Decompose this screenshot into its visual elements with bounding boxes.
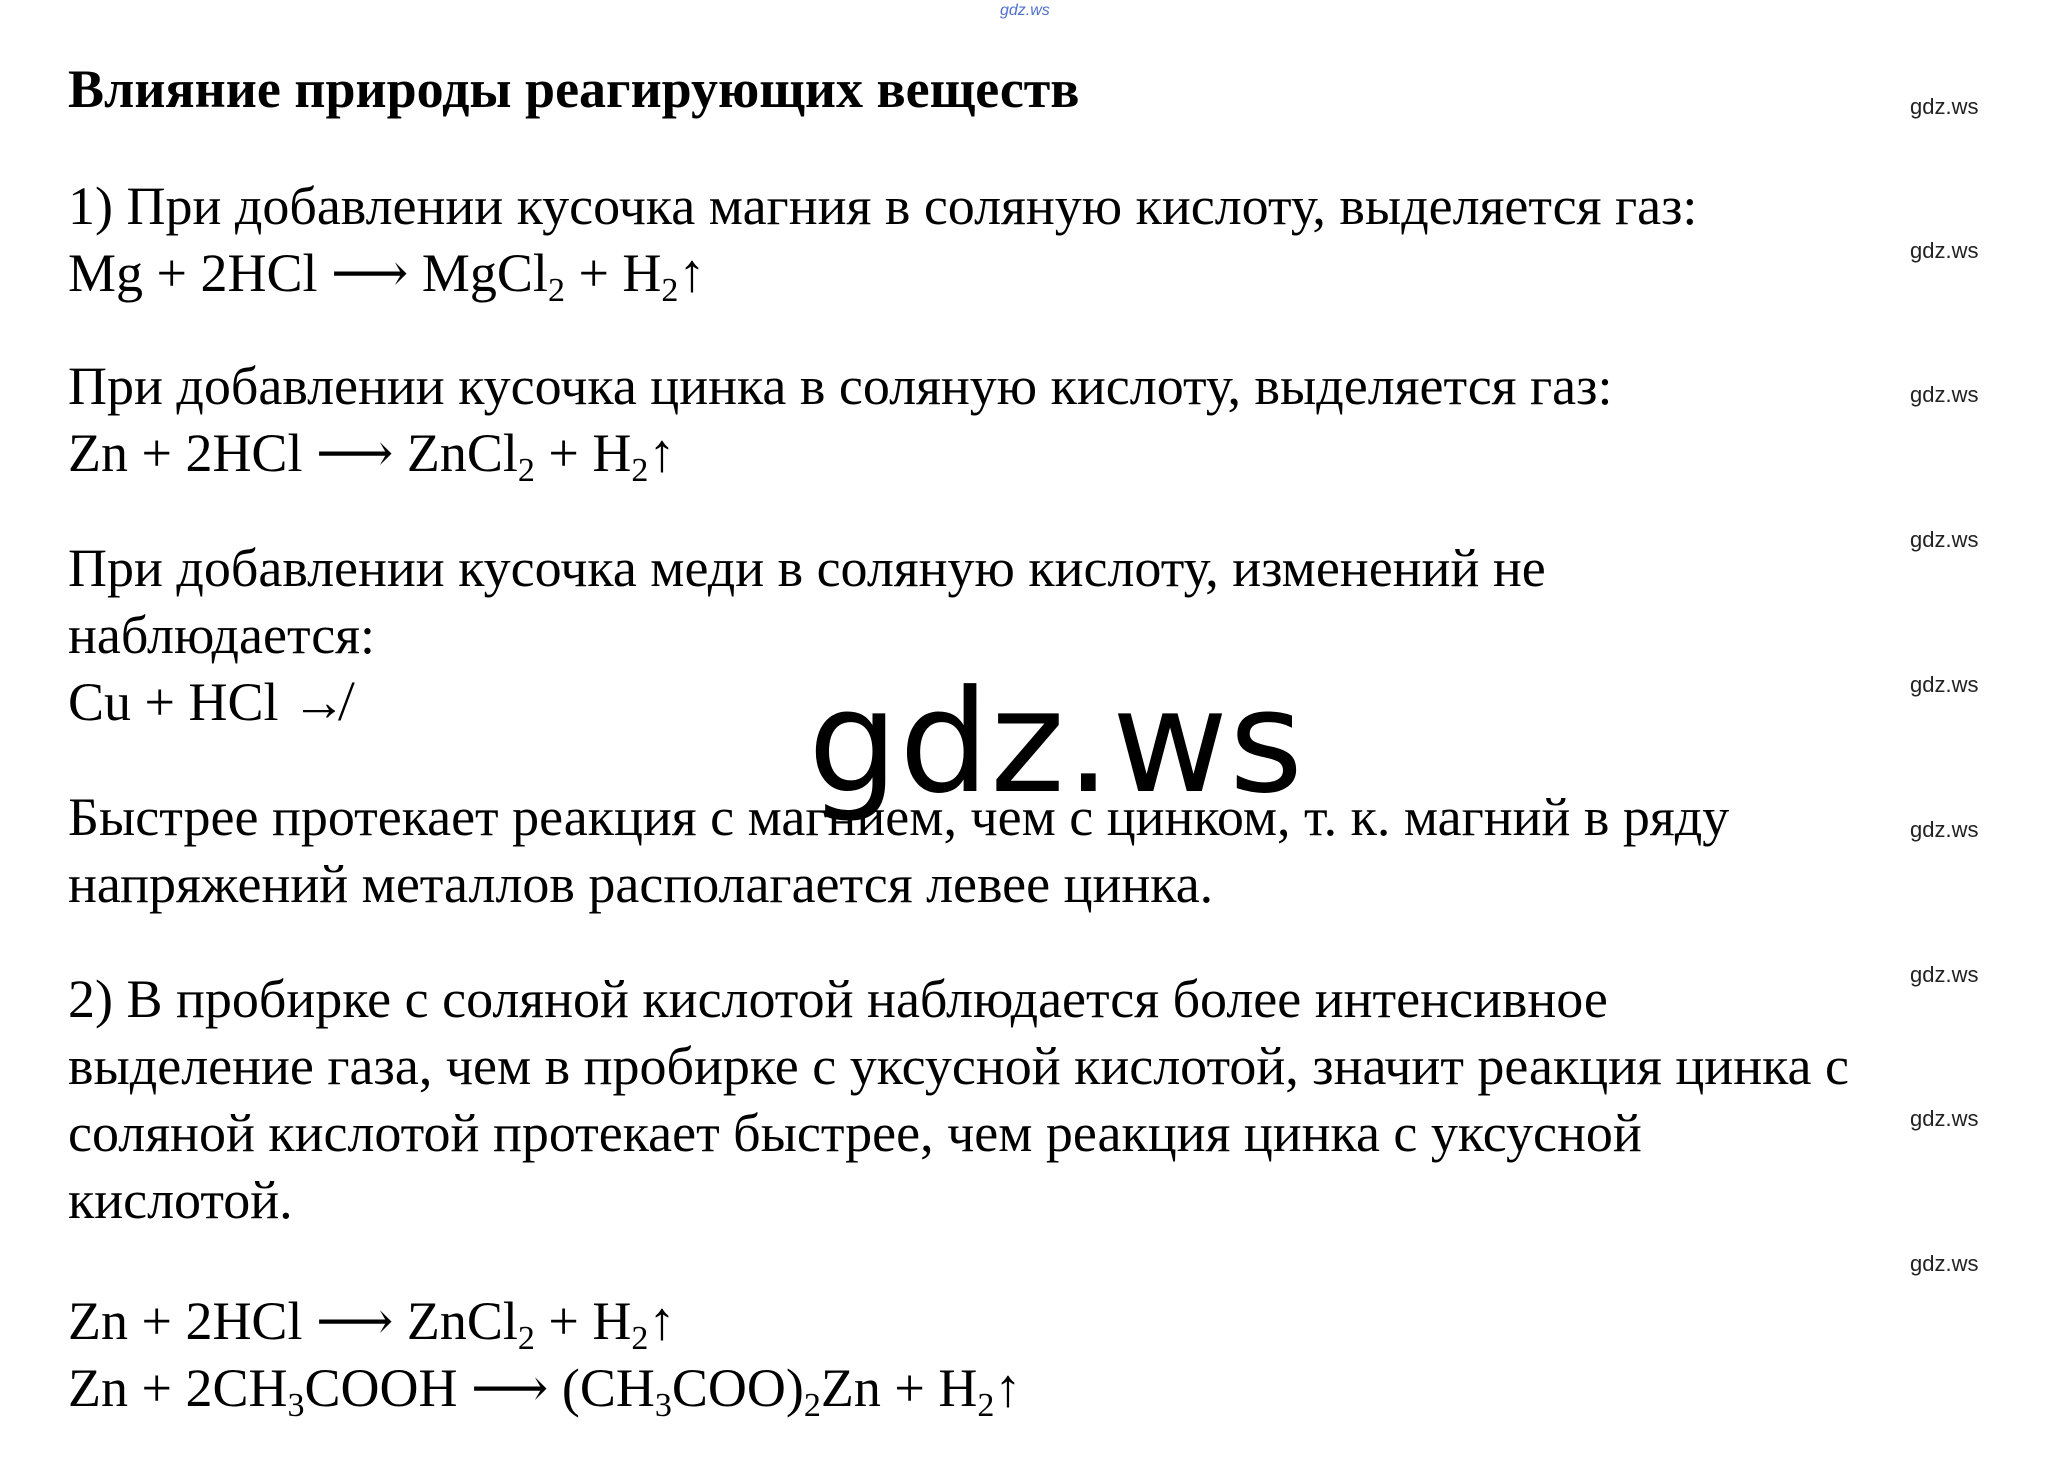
conclusion-line2: напряжений металлов располагается левее цинка. bbox=[68, 854, 1214, 914]
watermark-side: gdz.ws bbox=[1910, 1251, 1979, 1276]
subscript: 2 bbox=[661, 272, 679, 309]
part2-line1: 2) В пробирке с соляной кислотой наблюдается более интенсивное bbox=[68, 969, 1608, 1029]
part2-line3: соляной кислотой протекает быстрее, чем реакция цинка с уксусной bbox=[68, 1103, 1642, 1163]
subscript: 2 bbox=[517, 452, 535, 489]
subscript: 2 bbox=[803, 1387, 821, 1424]
part2-line2: выделение газа, чем в пробирке с уксусной кислотой, значит реакция цинка с bbox=[68, 1036, 1849, 1096]
subscript: 2 bbox=[547, 272, 565, 309]
paragraph-copper-line1: При добавлении кусочка меди в соляную кислоту, изменений не bbox=[68, 538, 1546, 598]
paragraph-zinc: При добавлении кусочка цинка в соляную кислоту, выделяется газ: bbox=[68, 356, 1613, 416]
watermark-top: gdz.ws bbox=[1000, 2, 1050, 19]
subscript: 2 bbox=[517, 1320, 535, 1357]
equation-magnesium bbox=[68, 242, 706, 309]
equation-zinc bbox=[68, 422, 676, 489]
equation-part: Zn + 2CH bbox=[68, 1358, 288, 1418]
watermark-side: gdz.ws bbox=[1910, 238, 1979, 263]
watermark-side: gdz.ws bbox=[1910, 94, 1979, 119]
equation-part: Zn + H bbox=[820, 1358, 978, 1418]
equation-part: Zn + 2HCl ⟶ ZnCl bbox=[68, 1291, 518, 1351]
watermark-side: gdz.ws bbox=[1910, 962, 1979, 987]
subscript: 2 bbox=[631, 452, 649, 489]
equation-zinc-acetic bbox=[68, 1357, 1022, 1424]
document-title: Влияние природы реагирующих веществ bbox=[68, 59, 1080, 119]
equation-part: COOH ⟶ (CH bbox=[304, 1358, 655, 1418]
watermark-side: gdz.ws bbox=[1910, 1106, 1979, 1131]
conclusion-line1: Быстрее протекает реакция с магнием, чем с цинком, т. к. магний в ряду bbox=[68, 787, 1730, 847]
subscript: 3 bbox=[654, 1387, 672, 1424]
subscript: 2 bbox=[977, 1387, 995, 1424]
watermark-side: gdz.ws bbox=[1910, 817, 1979, 842]
paragraph-magnesium: 1) При добавлении кусочка магния в соляную кислоту, выделяется газ: bbox=[68, 176, 1698, 236]
watermark-side: gdz.ws bbox=[1910, 527, 1979, 552]
subscript: 3 bbox=[287, 1387, 305, 1424]
equation-part: ↑ bbox=[678, 243, 706, 303]
equation-part: COO) bbox=[671, 1358, 804, 1418]
equation-part: ↑ bbox=[648, 423, 676, 483]
equation-zinc-hcl bbox=[68, 1290, 676, 1357]
part2-line4: кислотой. bbox=[68, 1170, 293, 1230]
equation-part: + H bbox=[564, 243, 662, 303]
subscript: 2 bbox=[631, 1320, 649, 1357]
equation-part: Zn + 2HCl ⟶ ZnCl bbox=[68, 423, 518, 483]
paragraph-copper-line2: наблюдается: bbox=[68, 605, 376, 665]
equation-part: + H bbox=[534, 1291, 632, 1351]
watermark-center: gdz.ws bbox=[808, 660, 1305, 825]
watermark-side: gdz.ws bbox=[1910, 382, 1979, 407]
equation-part: ↑ bbox=[994, 1358, 1022, 1418]
watermark-side: gdz.ws bbox=[1910, 672, 1979, 697]
equation-part: + H bbox=[534, 423, 632, 483]
equation-part: ↑ bbox=[648, 1291, 676, 1351]
equation-copper: Cu + HCl ↛ bbox=[68, 672, 346, 732]
equation-part: Mg + 2HCl ⟶ MgCl bbox=[68, 243, 548, 303]
